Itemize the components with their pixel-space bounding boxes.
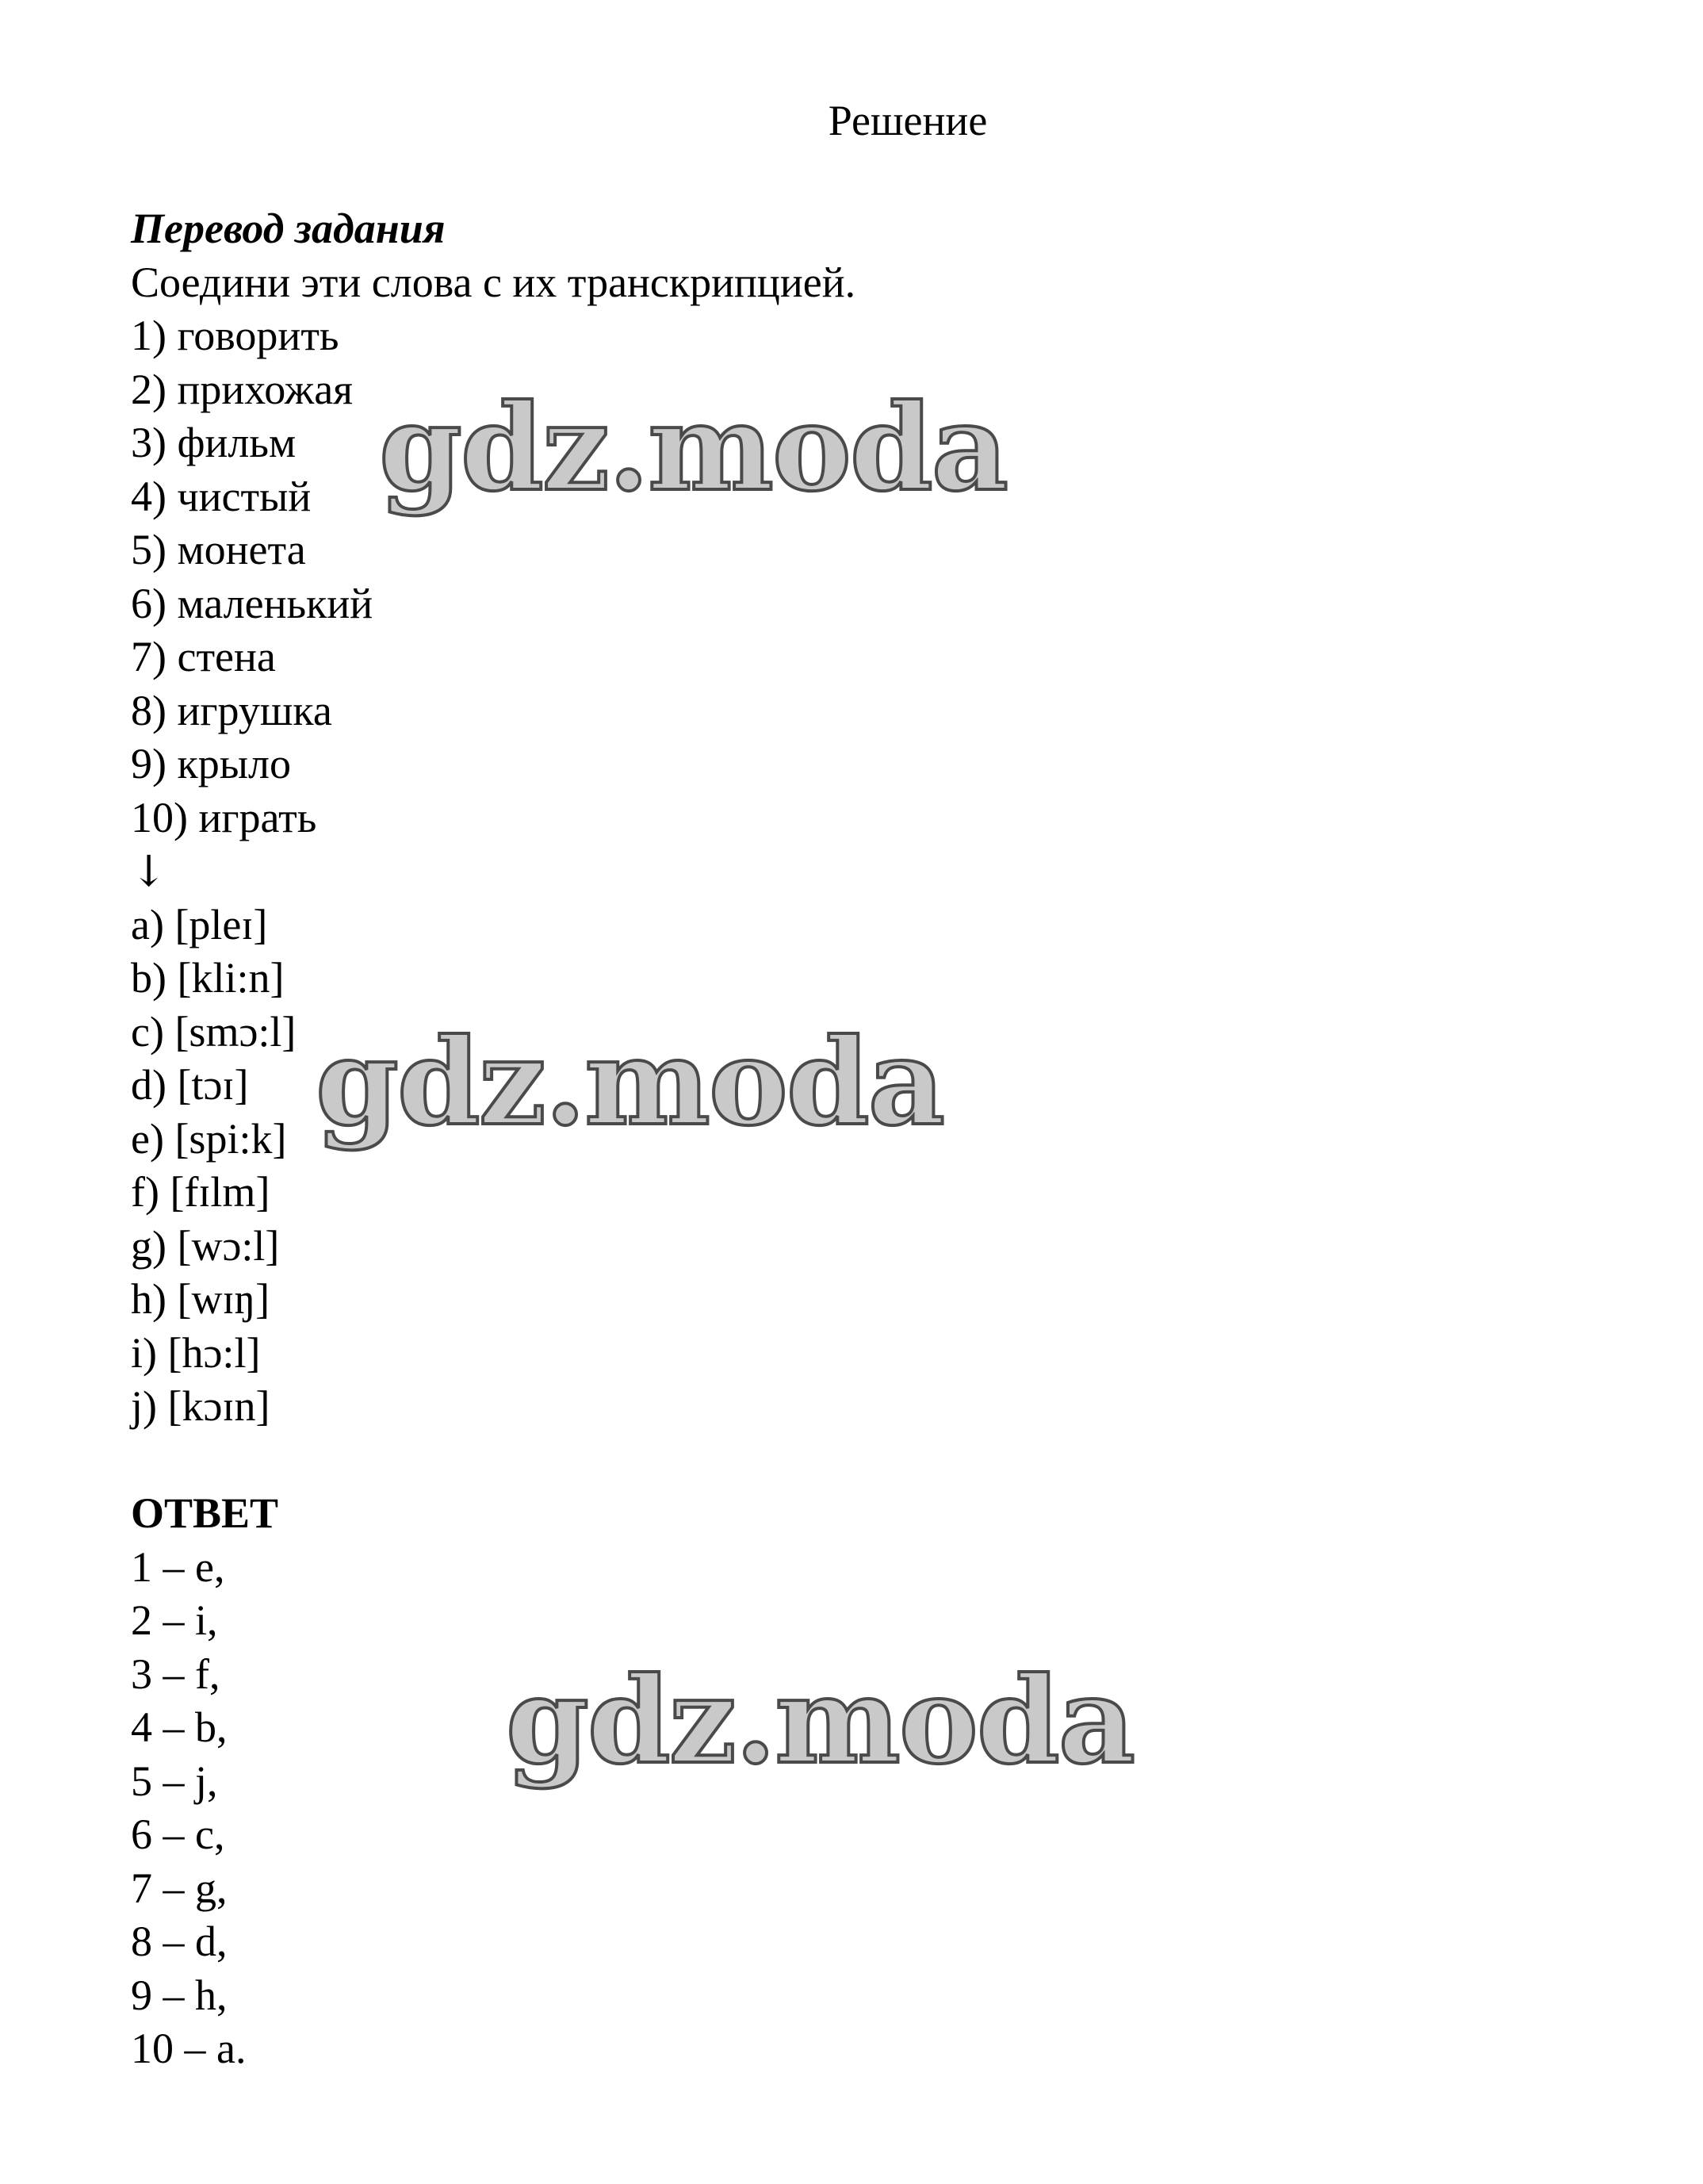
- page-title: Решение: [828, 97, 988, 144]
- transcription-item: b) [kli:n]: [131, 954, 285, 1002]
- transcription-item: h) [wɪŋ]: [131, 1275, 270, 1323]
- transcription-item: e) [spi:k]: [131, 1114, 287, 1163]
- word-item: 8) игрушка: [131, 686, 332, 734]
- watermark: gdz.moda: [506, 1651, 1135, 1791]
- word-item: 5) монета: [131, 526, 306, 573]
- word-item: 6) маленький: [131, 579, 373, 627]
- transcription-item: i) [hɔ:l]: [131, 1328, 261, 1377]
- answer-item: 9 – h,: [131, 1971, 228, 2019]
- transcription-item: d) [tɔɪ]: [131, 1061, 249, 1109]
- answer-item: 2 – i,: [131, 1596, 218, 1644]
- transcription-item: a) [pleɪ]: [131, 900, 268, 948]
- word-item: 9) крыло: [131, 740, 291, 787]
- answer-item: 5 – j,: [131, 1757, 218, 1805]
- transcription-item: j) [kɔɪn]: [131, 1382, 270, 1430]
- answer-item: 8 – d,: [131, 1918, 228, 1965]
- answer-heading: ОТВЕТ: [131, 1489, 279, 1537]
- word-item: 4) чистый: [131, 472, 312, 520]
- answer-item: 10 – a.: [131, 2025, 247, 2072]
- word-item: 1) говорить: [131, 312, 339, 359]
- watermark: gdz.moda: [379, 378, 1008, 518]
- instruction-text: Соедини эти слова с их транскрипцией.: [131, 258, 856, 306]
- down-arrow-icon: ↓: [131, 846, 167, 896]
- word-item: 7) стена: [131, 633, 276, 680]
- answer-item: 6 – c,: [131, 1810, 225, 1858]
- word-item: 10) играть: [131, 793, 317, 841]
- answer-item: 4 – b,: [131, 1703, 228, 1751]
- word-item: 3) фильм: [131, 419, 297, 466]
- answer-item: 3 – f,: [131, 1649, 220, 1698]
- word-item: 2) прихожая: [131, 365, 353, 413]
- answer-item: 7 – g,: [131, 1864, 228, 1912]
- transcription-item: f) [fɪlm]: [131, 1168, 270, 1216]
- transcription-item: c) [smɔ:l]: [131, 1007, 297, 1056]
- document-body: [131, 202, 855, 2076]
- watermark: gdz.moda: [316, 1013, 944, 1152]
- answer-item: 1 – e,: [131, 1542, 225, 1591]
- transcription-item: g) [wɔ:l]: [131, 1221, 280, 1270]
- section-spacer: [131, 1434, 855, 1488]
- translation-heading: Перевод задания: [131, 205, 446, 252]
